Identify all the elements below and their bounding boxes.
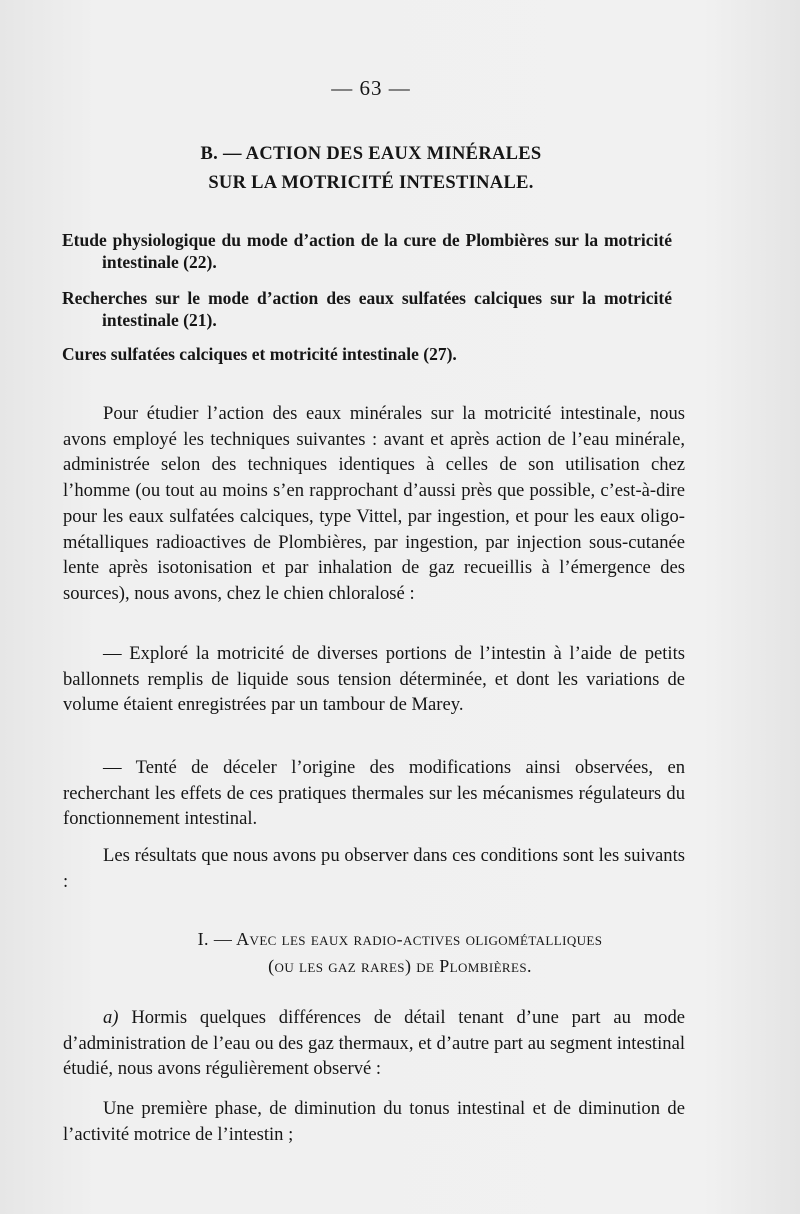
body-paragraph-2: — Exploré la motricité de diverses portions de l’intestin à l’aide de petits ballonnets remplis de liquide sous tension déterminée, et dont les variations de volume étaient enregistrées par un tambour de Marey. (63, 643, 685, 716)
section-title-line-2: SUR LA MOTRICITÉ INTESTINALE. (208, 173, 534, 193)
body-paragraph-6: Une première phase, de diminution du tonus intestinal et de diminution de l’activité motrice de l’intestin ; (63, 1098, 685, 1145)
reference-item-3: Cures sulfatées calciques et motricité intestinale (27). (62, 344, 457, 364)
section-title-line-1: B. — ACTION DES EAUX MINÉRALES (200, 144, 542, 164)
body-paragraph-4: Les résultats que nous avons pu observer dans ces conditions sont les suivants : (63, 845, 685, 892)
reference-item-1: Etude physiologique du mode d’action de la cure de Plombières sur la motricité intestinale (22). (62, 230, 672, 272)
paragraph-marker: a) (103, 1007, 119, 1028)
body-paragraph-1: Pour étudier l’action des eaux minérales sur la motricité intestinale, nous avons employé les techniques suivantes : avant et après action de l’eau minérale, administrée selon des techniques identiques à celles de son utilisation chez l’homme (ou tout au moins s’en rapprochant d’aussi près que possible, c’est-à-dire pour les eaux sulfatées calciques, type Vittel, par ingestion, et pour les eaux oligo-métalliques radioactives de Plombières, par ingestion, par injection sous-cutanée lente après isotonisation et par inhalation de gaz recueillis à l’émergence des sources), nous avons, chez le chien chloralosé : (63, 403, 685, 604)
body-paragraph-3: — Tenté de déceler l’origine des modifications ainsi observées, en recherchant les effets de ces pratiques thermales sur les mécanismes régulateurs du fonctionnement intestinal. (63, 757, 685, 830)
subsection-heading-line-1: I. — Avec les eaux radio-actives oligométalliques (197, 929, 603, 949)
page-number: — 63 — (331, 76, 411, 100)
subsection-heading-line-2: (ou les gaz rares) de Plombières. (268, 956, 532, 976)
reference-item-2: Recherches sur le mode d’action des eaux sulfatées calciques sur la motricité intestinale (21). (62, 288, 672, 330)
paragraph-text: Hormis quelques différences de détail tenant d’une part au mode d’administration de l’eau ou des gaz thermaux, et d’autre part au segment intestinal étudié, nous avons régulièrement observé : (63, 1007, 686, 1080)
body-paragraph-5 (63, 1005, 685, 1082)
